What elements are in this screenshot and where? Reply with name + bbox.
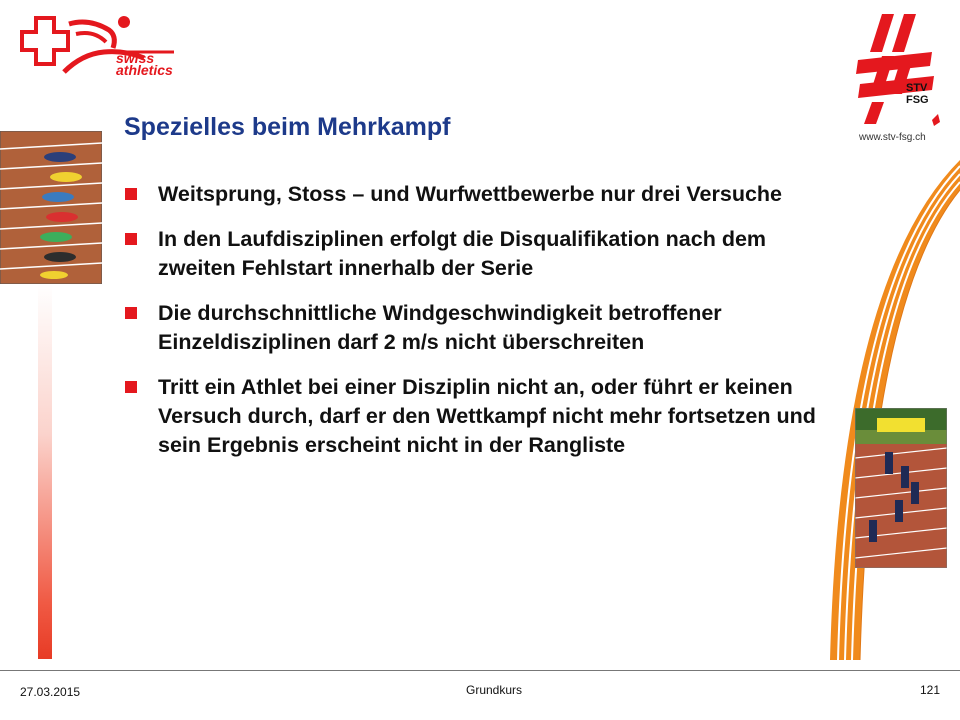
page-number: 121 — [920, 683, 941, 697]
bullet-item — [122, 373, 822, 460]
square-bullet-icon — [125, 381, 137, 393]
bullet-text: Tritt ein Athlet bei einer Disziplin nicht an, oder führt er keinen Versuch durch, darf er den Wettkampf nicht mehr fortsetzen und sein Ergebnis erscheint nicht in der Rangliste — [158, 375, 816, 457]
slide-title: Spezielles beim Mehrkampf — [124, 113, 451, 141]
fsg-text: FSG — [906, 94, 929, 106]
swiss-athletics-wordmark — [116, 52, 173, 76]
square-bullet-icon — [125, 233, 137, 245]
footer-divider — [0, 670, 960, 671]
logo-text-swiss: swiss — [116, 50, 155, 66]
stv-text: STV — [906, 82, 928, 94]
bullet-list — [122, 180, 822, 476]
bullet-text: In den Laufdisziplinen erfolgt die Disqualifikation nach dem zweiten Fehlstart innerhalb der Serie — [158, 227, 767, 280]
bullet-text: Weitsprung, Stoss – und Wurfwettbewerbe nur drei Versuche — [158, 182, 783, 206]
footer-date: 27.03.2015 — [20, 685, 81, 699]
stv-fsg-logo — [852, 12, 944, 147]
square-bullet-icon — [125, 307, 137, 319]
stv-wordmark — [906, 82, 929, 106]
bullet-item — [122, 299, 822, 357]
stv-url: www.stv-fsg.ch — [859, 132, 926, 143]
bullet-item — [122, 180, 822, 209]
bullet-item — [122, 225, 822, 283]
finish-line-photo — [855, 408, 947, 568]
decorative-gradient-bar — [38, 284, 52, 659]
logo-text-athletics: athletics — [116, 62, 173, 78]
sprint-start-photo — [0, 131, 102, 284]
square-bullet-icon — [125, 188, 137, 200]
footer-title: Grundkurs — [466, 683, 523, 697]
bullet-text: Die durchschnittliche Windgeschwindigkeit betroffener Einzeldisziplinen darf 2 m/s nicht überschreiten — [158, 301, 722, 354]
